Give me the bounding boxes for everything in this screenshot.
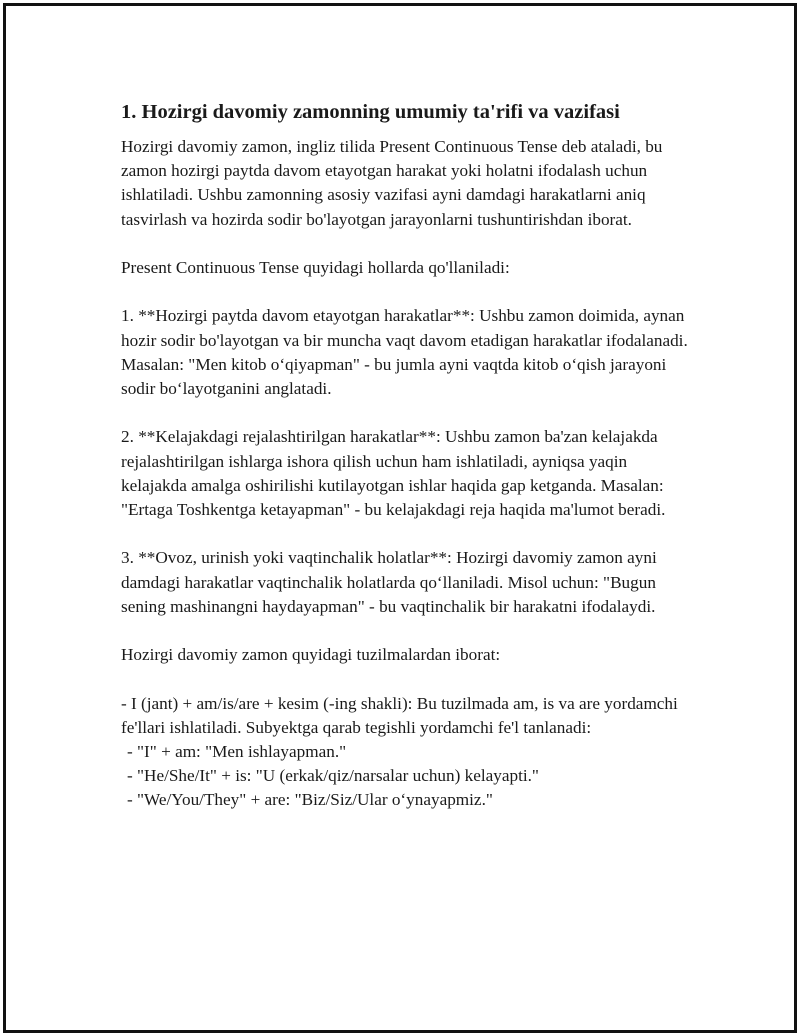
structure-item: - I (jant) + am/is/are + kesim (-ing shakli): Bu tuzilmada am, is va are yordamchi fe'llari ishlatiladi. Subyektga qarab tegishli yordamchi fe'l tanlanadi: <box>121 693 678 737</box>
document-body <box>121 99 691 813</box>
structure-subitem-we-you-they: - "We/You/They" + are: "Biz/Siz/Ular o‘ynayapmiz." <box>127 790 493 810</box>
structure-subitem-i: - "I" + am: "Men ishlayapman." <box>127 741 347 761</box>
usage-item-3: 3. **Ovoz, urinish yoki vaqtinchalik holatlar**: Hozirgi davomiy zamon ayni damdagi harakatlar vaqtinchalik holatlarda qo‘llaniladi. Misol uchun: "Bugun sening mashinangni haydayapman" - bu vaqtinchalik bir harakatni ifodalaydi. <box>121 548 657 616</box>
usage-intro-paragraph: Present Continuous Tense quyidagi hollarda qo'llaniladi: <box>121 258 510 277</box>
structure-subitem-he-she-it: - "He/She/It" + is: "U (erkak/qiz/narsalar uchun) kelayapti." <box>127 766 539 786</box>
intro-paragraph: Hozirgi davomiy zamon, ingliz tilida Present Continuous Tense deb ataladi, bu zamon hozirgi paytda davom etayotgan harakat yoki holatni ifodalash uchun ishlatiladi. Ushbu zamonning asosiy vazifasi ayni damdagi harakatlarni aniq tasvirlash va hozirda sodir bo'layotgan jarayonlarni tushuntirishdan iborat. <box>121 137 663 229</box>
structure-intro-paragraph: Hozirgi davomiy zamon quyidagi tuzilmalardan iborat: <box>121 645 501 665</box>
section-title: 1. Hozirgi davomiy zamonning umumiy ta'rifi va vazifasi <box>121 101 620 123</box>
usage-item-1: 1. **Hozirgi paytda davom etayotgan harakatlar**: Ushbu zamon doimida, aynan hozir sodir bo'layotgan va bir muncha vaqt davom etadigan harakatlar ifodalanadi. Masalan: "Men kitob o‘qiyapman" - bu jumla ayni vaqtda kitob o‘qish jarayoni sodir bo‘layotganini anglatadi. <box>121 306 688 398</box>
page-frame <box>3 3 797 1033</box>
usage-item-2: 2. **Kelajakdagi rejalashtirilgan harakatlar**: Ushbu zamon ba'zan kelajakda rejalashtirilgan ishlarga ishora qilish uchun ham ishlatiladi, ayniqsa yaqin kelajakda amalga oshirilishi kutilayotgan ishlar haqida gap ketganda. Masalan: "Ertaga Toshkentga ketayapman" - bu kelajakdagi reja haqida ma'lumot beradi. <box>121 427 666 519</box>
